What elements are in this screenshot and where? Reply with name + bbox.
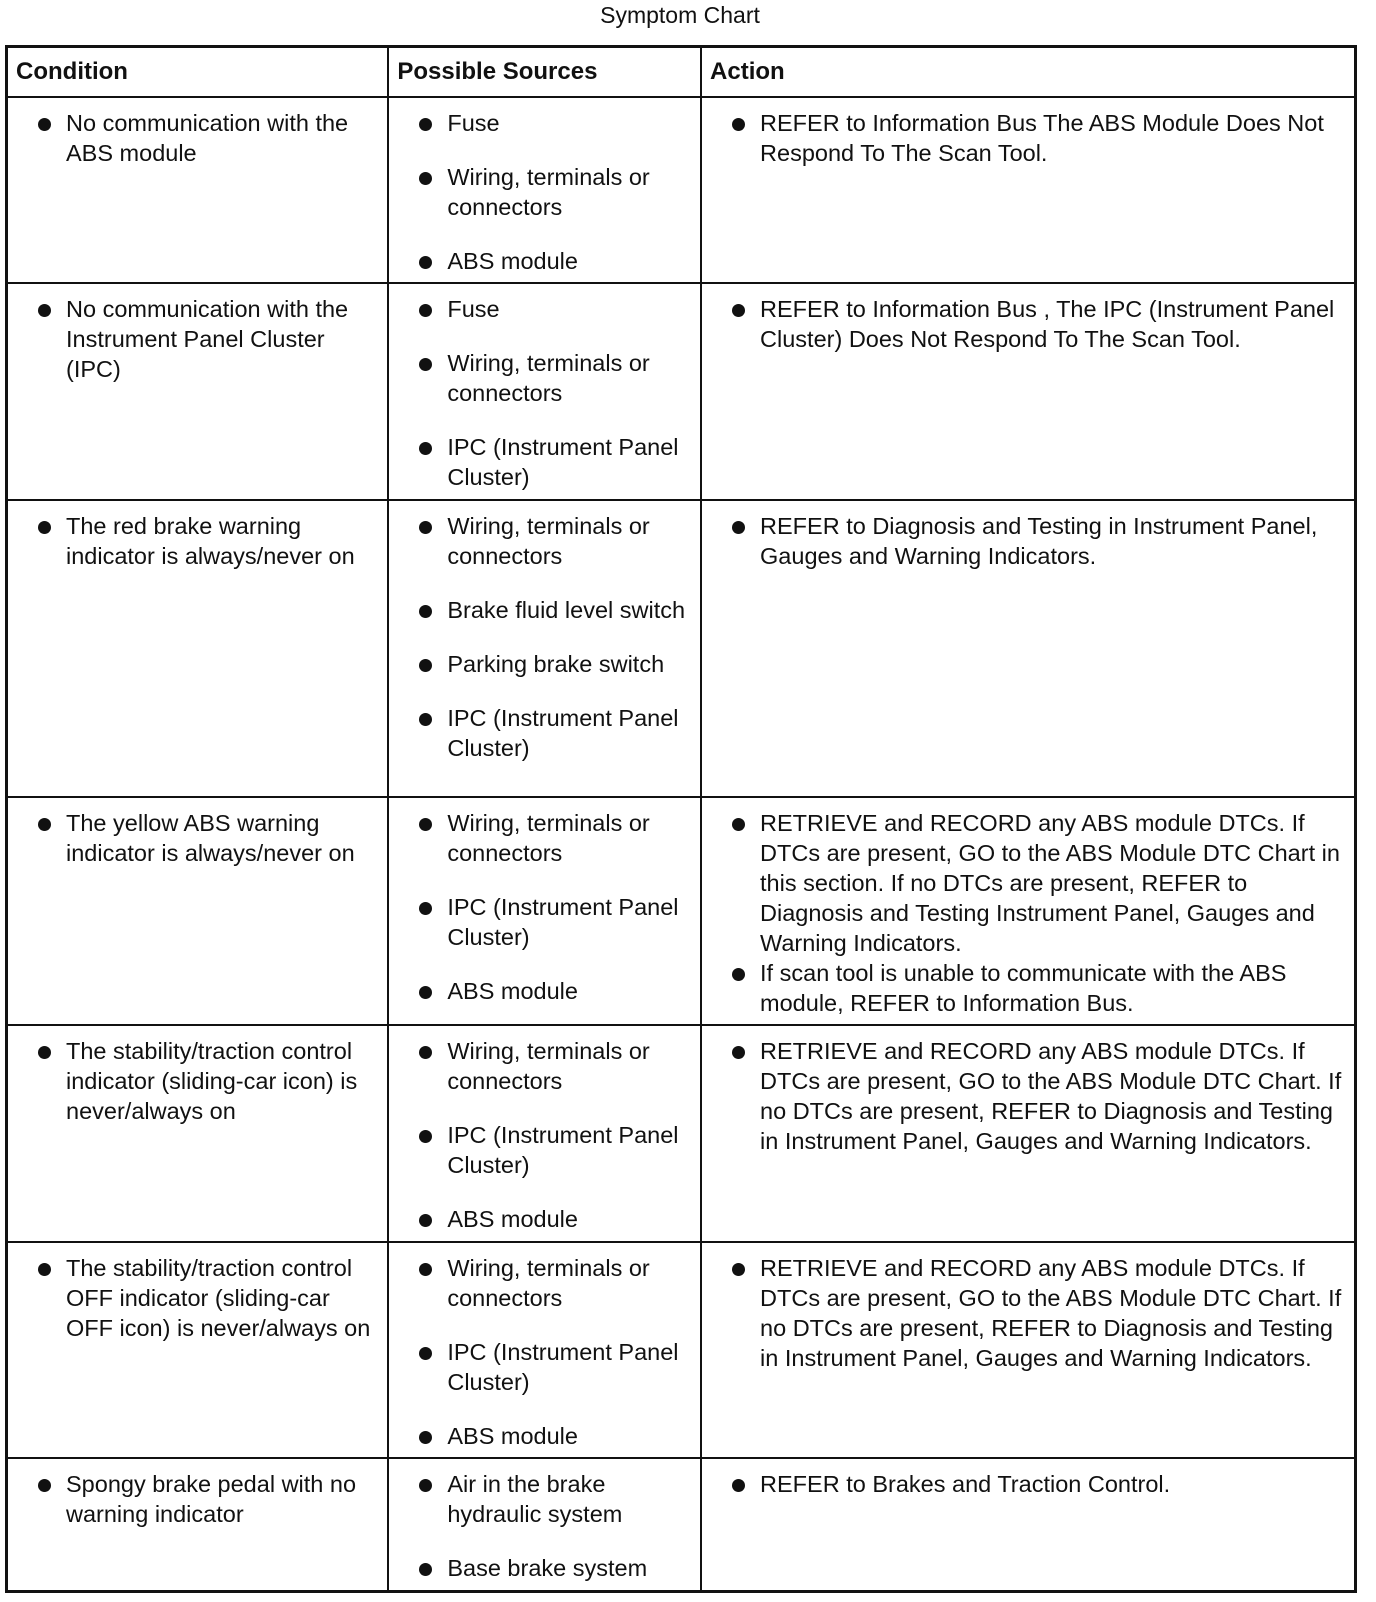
list-item [397,976,692,1006]
condition-cell [7,797,389,1026]
header-possible-sources: Possible Sources [388,47,701,98]
list-item [397,1337,692,1397]
condition-cell-list [8,1459,387,1535]
sources-cell-list [389,1243,700,1457]
condition-cell-list [8,1243,387,1349]
list-item [16,808,379,868]
bullet-icon [419,713,432,726]
list-item [710,294,1346,354]
bullet-icon [732,118,745,131]
bullet-icon [419,442,432,455]
list-item [397,246,692,276]
condition-cell-list [8,1026,387,1132]
table-row [7,283,1356,500]
sources-cell-text: Wiring, terminals or connectors [447,1254,650,1311]
sources-cell-text: ABS module [447,1206,578,1233]
condition-cell-list [8,798,387,874]
sources-cell-text: Wiring, terminals or connectors [447,512,650,569]
condition-cell [7,1458,389,1591]
table-row [7,500,1356,797]
list-item [16,511,379,571]
condition-cell [7,97,389,283]
list-item [710,108,1346,168]
action-cell [701,1025,1355,1242]
bullet-icon [732,1479,745,1492]
sources-cell-list [389,1026,700,1240]
list-item [397,108,692,138]
list-item [397,1253,692,1313]
sources-cell-text: Wiring, terminals or connectors [447,350,650,407]
list-item [16,1469,379,1529]
bullet-icon [419,605,432,618]
list-item [397,348,692,408]
sources-cell-text: Fuse [447,296,500,323]
bullet-icon [419,902,432,915]
condition-cell-text: Spongy brake pedal with no warning indicator [66,1471,357,1528]
bullet-icon [38,1263,51,1276]
condition-cell-text: The stability/traction control indicator (sliding-car icon) is never/always on [66,1038,358,1125]
condition-cell-text: The stability/traction control OFF indicator (sliding-car OFF icon) is never/always on [66,1254,371,1341]
action-cell [701,283,1355,500]
list-item [397,1036,692,1096]
table-body [7,97,1356,1592]
table-row [7,1242,1356,1459]
bullet-icon [419,118,432,131]
condition-cell-text: No communication with the Instrument Panel Cluster (IPC) [66,296,349,383]
table-row [7,1458,1356,1591]
action-cell [701,500,1355,797]
condition-cell [7,500,389,797]
action-cell-text: If scan tool is unable to communicate with the ABS module, REFER to Information Bus. [760,959,1287,1016]
bullet-icon [419,818,432,831]
bullet-icon [419,521,432,534]
sources-cell-text: ABS module [447,1422,578,1449]
condition-cell-text: No communication with the ABS module [66,110,349,166]
sources-cell [388,1458,701,1591]
bullet-icon [732,1263,745,1276]
bullet-icon [419,358,432,371]
sources-cell-text: Base brake system [447,1555,648,1582]
sources-cell-text: Fuse [447,110,500,136]
header-condition: Condition [7,47,389,98]
bullet-icon [419,659,432,672]
sources-cell [388,1025,701,1242]
condition-cell [7,1025,389,1242]
condition-cell-text: The yellow ABS warning indicator is always/never on [66,809,355,866]
action-cell-text: REFER to Diagnosis and Testing in Instrument Panel, Gauges and Warning Indicators. [760,512,1318,569]
action-cell-text: RETRIEVE and RECORD any ABS module DTCs. If DTCs are present, GO to the ABS Module DTC Chart in this section. If no DTCs are present, REFER to Diagnosis and Testing Instrument Panel, Gauges and Warning Indicators. [760,809,1340,956]
list-item [397,1120,692,1180]
bullet-icon [38,118,51,131]
action-cell [701,797,1355,1026]
list-item [710,511,1346,571]
sources-cell-text: Air in the brake hydraulic system [447,1471,623,1528]
bullet-icon [732,304,745,317]
condition-cell-list [8,98,387,174]
action-cell-text: RETRIEVE and RECORD any ABS module DTCs. If DTCs are present, GO to the ABS Module DTC Chart. If no DTCs are present, REFER to Diagnosis and Testing in Instrument Panel, Gauges and Warning Indicators. [760,1254,1342,1371]
sources-cell-text: ABS module [447,248,578,274]
bullet-icon [419,1263,432,1276]
sources-cell-text: Wiring, terminals or connectors [447,1038,650,1095]
list-item [397,703,692,763]
condition-cell-list [8,501,387,577]
list-item [397,649,692,679]
bullet-icon [419,172,432,185]
sources-cell [388,283,701,500]
table-row [7,97,1356,283]
list-item [397,1421,692,1451]
sources-cell [388,1242,701,1459]
page-title: Symptom Chart [600,2,760,28]
bullet-icon [38,304,51,317]
bullet-icon [419,304,432,317]
sources-cell-text: IPC (Instrument Panel Cluster) [447,1338,679,1395]
condition-cell-list [8,284,387,390]
list-item [397,162,692,222]
list-item [397,294,692,324]
sources-cell-list [389,798,700,1012]
list-item [16,294,379,384]
bullet-icon [419,1214,432,1227]
list-item [710,1469,1346,1499]
sources-cell-list [389,98,700,282]
list-item [16,108,379,168]
sources-cell-text: IPC (Instrument Panel Cluster) [447,434,679,491]
action-cell-list [702,1026,1354,1162]
list-item [710,1036,1346,1156]
bullet-icon [732,818,745,831]
bullet-icon [419,256,432,269]
list-item [397,1553,692,1583]
sources-cell-text: Brake fluid level switch [447,596,686,623]
sources-cell [388,97,701,283]
bullet-icon [38,1046,51,1059]
condition-cell [7,1242,389,1459]
sources-cell-text: IPC (Instrument Panel Cluster) [447,1122,679,1179]
action-cell-list [702,501,1354,577]
action-cell-list [702,284,1354,360]
action-cell-text: REFER to Information Bus , The IPC (Instrument Panel Cluster) Does Not Respond To The Scan Tool. [760,296,1335,353]
bullet-icon [38,818,51,831]
bullet-icon [419,1046,432,1059]
sources-cell-text: IPC (Instrument Panel Cluster) [447,893,679,950]
bullet-icon [732,521,745,534]
list-item [397,808,692,868]
bullet-icon [419,986,432,999]
list-item [710,808,1346,958]
action-cell [701,1458,1355,1591]
list-item [397,892,692,952]
list-item [397,1469,692,1529]
sources-cell-text: Wiring, terminals or connectors [447,164,650,220]
sources-cell-text: Parking brake switch [447,650,665,677]
condition-cell [7,283,389,500]
sources-cell-text: Wiring, terminals or connectors [447,809,650,866]
bullet-icon [419,1563,432,1576]
bullet-icon [732,968,745,981]
action-cell-text: REFER to Information Bus The ABS Module Does Not Respond To The Scan Tool. [760,110,1324,166]
table-row [7,797,1356,1026]
sources-cell-list [389,1459,700,1589]
sources-cell [388,500,701,797]
sources-cell [388,797,701,1026]
bullet-icon [419,1479,432,1492]
list-item [397,511,692,571]
sources-cell-text: ABS module [447,977,578,1004]
action-cell-list [702,1243,1354,1379]
action-cell-text: RETRIEVE and RECORD any ABS module DTCs. If DTCs are present, GO to the ABS Module DTC Chart. If no DTCs are present, REFER to Diagnosis and Testing in Instrument Panel, Gauges and Warning Indicators. [760,1038,1342,1155]
list-item [397,432,692,492]
bullet-icon [732,1046,745,1059]
list-item [397,595,692,625]
bullet-icon [38,1479,51,1492]
header-action: Action [701,47,1355,98]
list-item [16,1036,379,1126]
symptom-table [5,45,1357,1593]
bullet-icon [419,1347,432,1360]
action-cell-list [702,1459,1354,1505]
condition-cell-text: The red brake warning indicator is always/never on [66,512,355,569]
action-cell [701,1242,1355,1459]
table-row [7,1025,1356,1242]
bullet-icon [419,1130,432,1143]
action-cell-text: REFER to Brakes and Traction Control. [760,1471,1171,1498]
header-row [7,47,1356,98]
sources-cell-list [389,501,700,769]
list-item [397,1204,692,1234]
sources-cell-list [389,284,700,498]
list-item [16,1253,379,1343]
action-cell-list [702,798,1354,1024]
bullet-icon [419,1431,432,1444]
list-item [710,958,1346,1018]
bullet-icon [38,521,51,534]
sources-cell-text: IPC (Instrument Panel Cluster) [447,704,679,761]
action-cell [701,97,1355,283]
action-cell-list [702,98,1354,174]
list-item [710,1253,1346,1373]
